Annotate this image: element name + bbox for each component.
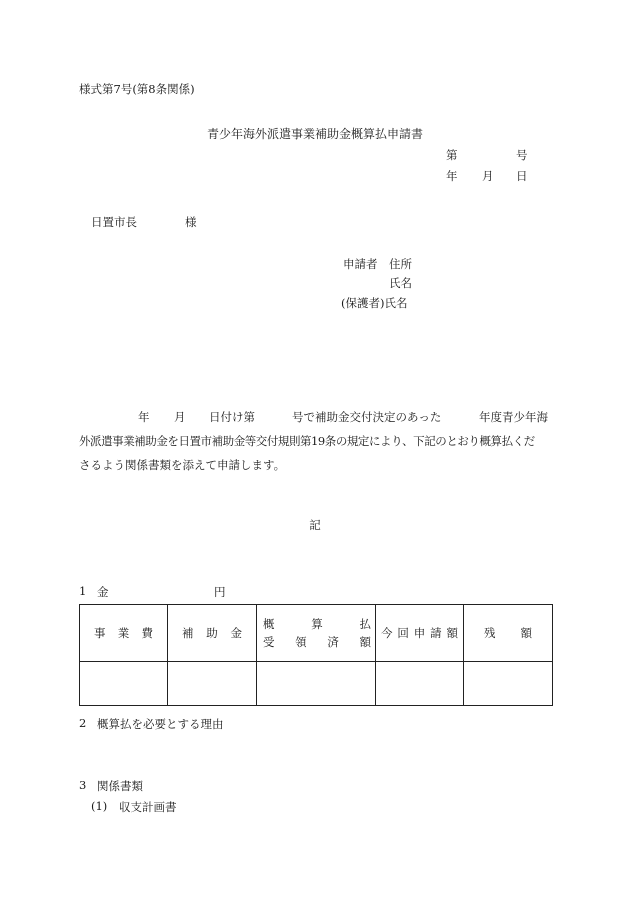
document-title: 青少年海外派遣事業補助金概算払申請書 <box>206 127 423 141</box>
guardian-name-label: (保護者)氏名 <box>341 296 408 310</box>
body-month: 月 <box>174 410 186 424</box>
applicant-address-label: 住所 <box>389 257 412 271</box>
body-decision: 号で補助金交付決定のあった <box>292 410 442 424</box>
header-project-cost: 事 業 費 <box>80 605 168 662</box>
body-line-3: さるよう関係書類を添えて申請します。 <box>79 458 286 472</box>
section-1-number: 1 <box>79 584 87 598</box>
section-3-number: 3 <box>79 778 87 792</box>
addressee-name: 日置市長 <box>91 215 137 229</box>
addressee-honorific: 様 <box>185 215 197 229</box>
date-month-label: 月 <box>482 169 494 183</box>
cell-prepaid-received[interactable] <box>257 662 376 706</box>
doc-number-suffix: 号 <box>516 148 528 162</box>
body-line-1 <box>79 405 553 429</box>
header-current-request: 今 回 申 請 額 <box>376 605 464 662</box>
body-fiscal-year: 年度青少年海 <box>479 410 548 424</box>
cell-project-cost[interactable] <box>80 662 168 706</box>
date-year-label: 年 <box>446 169 458 183</box>
form-number: 様式第7号(第8条関係) <box>79 82 195 96</box>
table-header-row <box>80 605 553 662</box>
amount-table <box>79 604 553 706</box>
applicant-label: 申請者 <box>343 257 378 271</box>
applicant-name-label: 氏名 <box>389 276 412 290</box>
ki-marker: 記 <box>309 518 321 532</box>
body-year: 年 <box>138 410 150 424</box>
document-item-label: 収支計画書 <box>119 800 177 814</box>
cell-current-request[interactable] <box>376 662 464 706</box>
date-day-label: 日 <box>516 169 528 183</box>
body-paragraph <box>79 405 553 477</box>
section-1-label: 金 <box>97 585 109 599</box>
doc-number-prefix: 第 <box>446 148 458 162</box>
header-balance: 残 額 <box>464 605 553 662</box>
header-subsidy: 補 助 金 <box>168 605 257 662</box>
section-2-number: 2 <box>79 716 87 730</box>
header-prepaid-received: 概 算 払 受 領 済 額 <box>257 605 376 662</box>
body-dated: 日付け第 <box>209 410 255 424</box>
document-item-number: (1) <box>91 799 108 813</box>
section-2-label: 概算払を必要とする理由 <box>97 717 224 731</box>
table-row <box>80 662 553 706</box>
cell-balance[interactable] <box>464 662 553 706</box>
body-line-2: 外派遣事業補助金を日置市補助金等交付規則第19条の規定により、下記のとおり概算払くだ <box>79 434 535 448</box>
section-1-unit: 円 <box>214 585 226 599</box>
cell-subsidy[interactable] <box>168 662 257 706</box>
section-3-label: 関係書類 <box>97 779 143 793</box>
